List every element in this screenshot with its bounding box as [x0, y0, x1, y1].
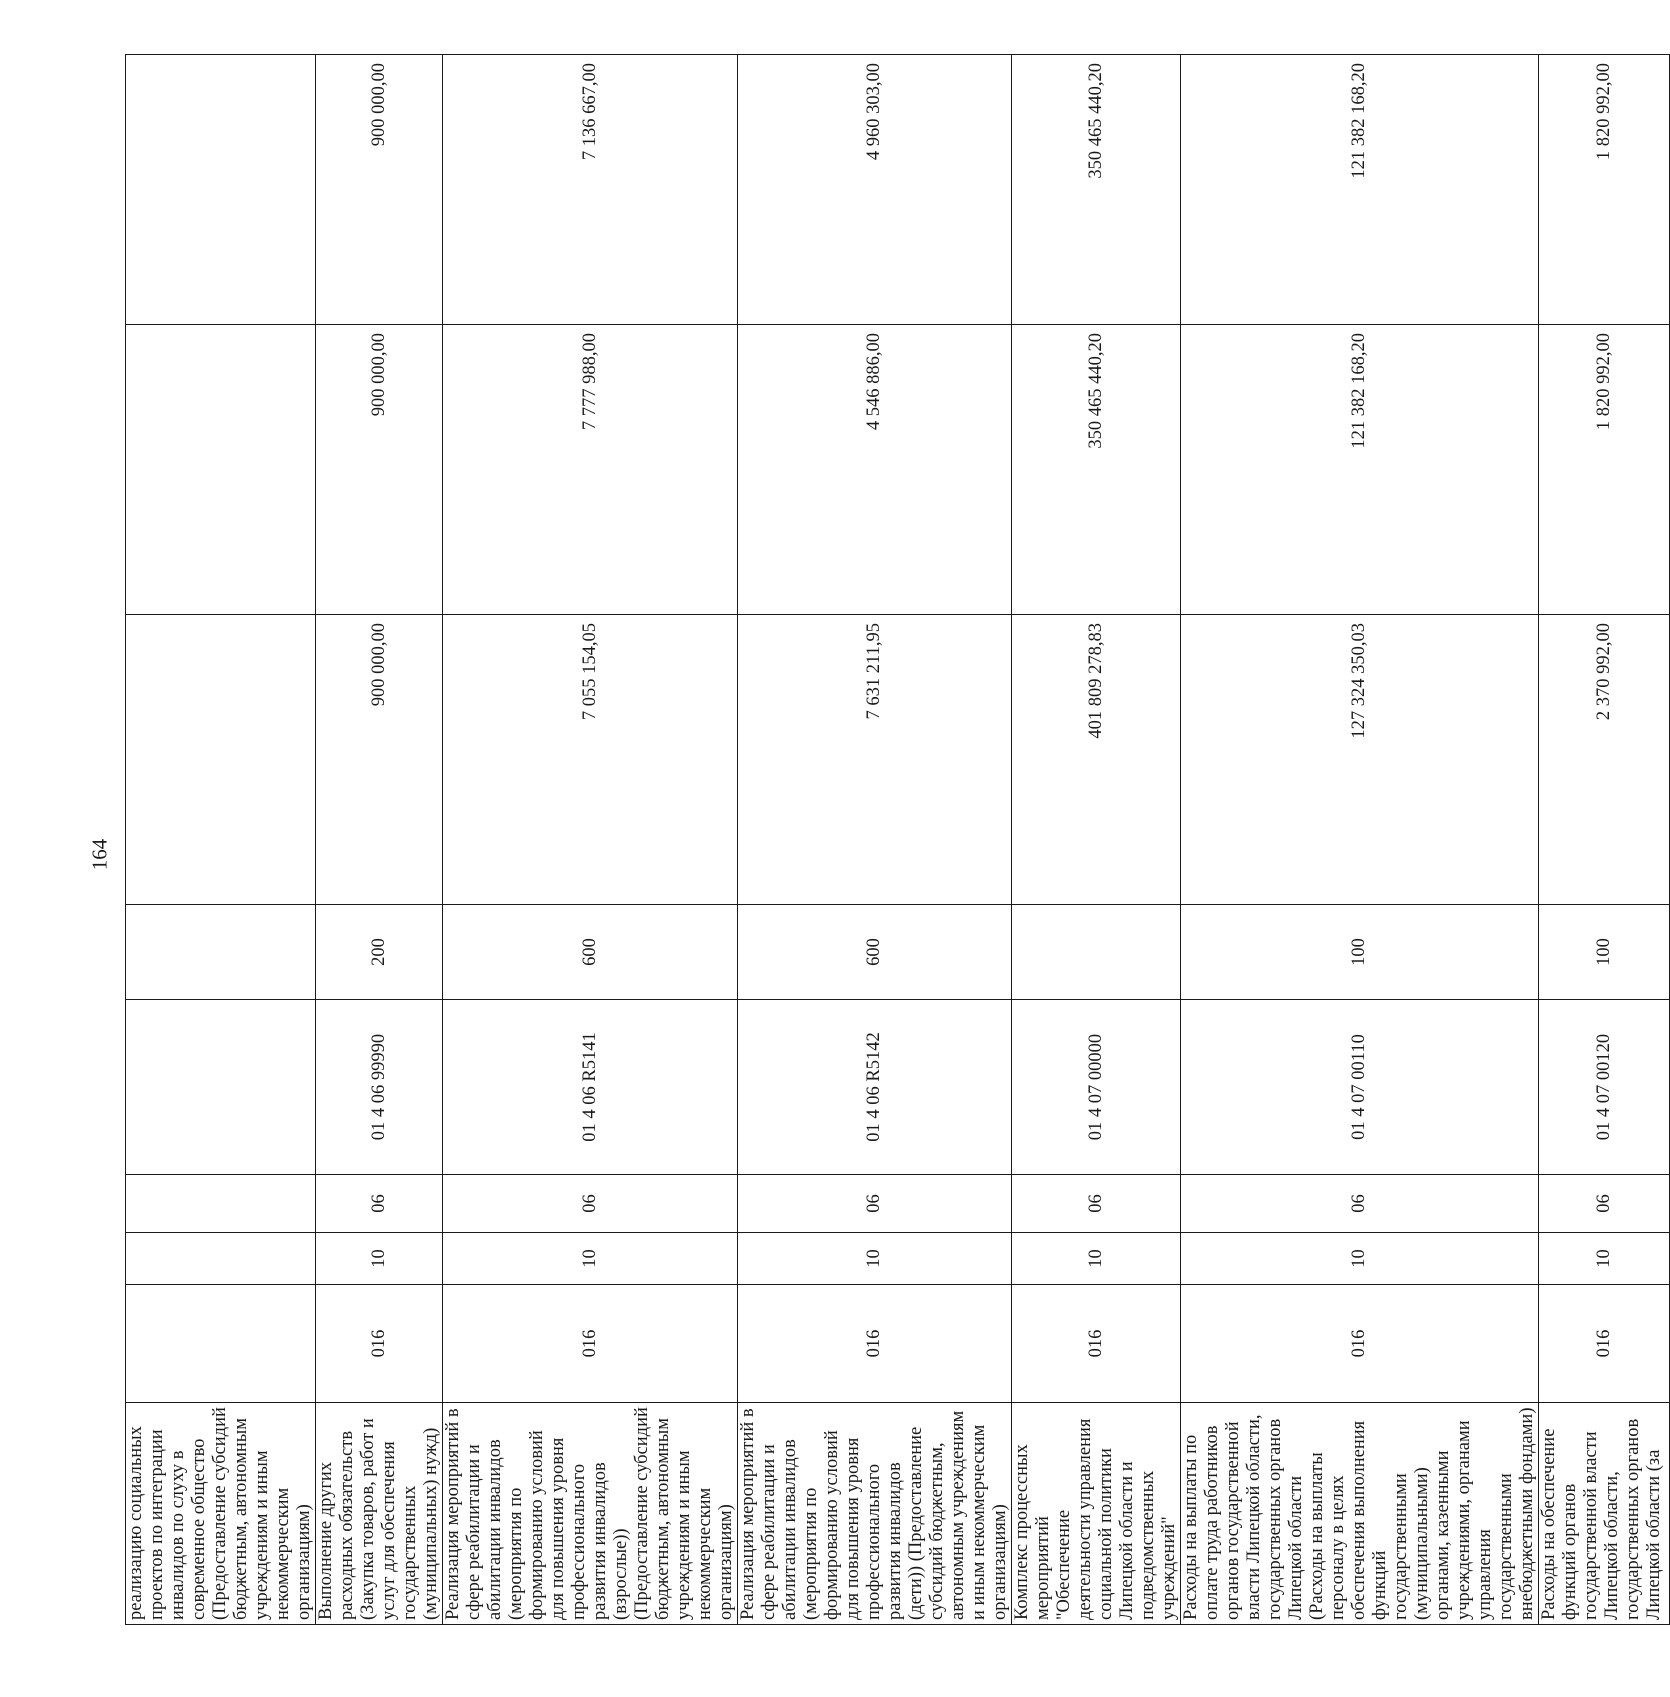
row-name: Расходы на обеспечение функций органов государственной власти Липецкой области, государственных органов Липецкой области (за: [1539, 1403, 1670, 1625]
row-name: Расходы на выплаты по оплате труда работников органов государственной власти Липецкой области, государственных органов Липецкой области (Расходы на выплаты персоналу в целях обеспечения выполнения функций государственными (муниципальными) органами, казенными учреждениями, органами управления государственными внебюджетными фондами): [1181, 1403, 1539, 1625]
amount-3: [126, 55, 316, 325]
subsection-code: 06: [738, 1175, 1012, 1233]
ministry-code: 016: [1181, 1285, 1539, 1403]
section-code: 10: [443, 1233, 738, 1285]
ministry-code: 016: [316, 1285, 443, 1403]
subsection-code: 06: [1012, 1175, 1181, 1233]
expense-type: 200: [316, 905, 443, 1000]
amount-1: 2 370 992,00: [1539, 615, 1670, 905]
target-article: 01 4 06 99990: [316, 1000, 443, 1175]
budget-table: [125, 54, 1670, 1625]
amount-1: [126, 615, 316, 905]
amount-1: 401 809 278,83: [1012, 615, 1181, 905]
row-name: Комплекс процессных мероприятий "Обеспечение деятельности управления социальной политики Липецкой области и подведомственных учреждений": [1012, 1403, 1181, 1625]
amount-2: 900 000,00: [316, 325, 443, 615]
amount-2: 7 777 988,00: [443, 325, 738, 615]
row-name: Реализация мероприятий в сфере реабилитации и абилитации инвалидов (мероприятия по формированию условий для повышения уровня профессионального развития инвалидов (дети)) (Предоставление субсидий бюджетным, автономным учреждениям и иным некоммерческим организациям): [738, 1403, 1012, 1625]
amount-2: 4 546 886,00: [738, 325, 1012, 615]
ministry-code: 016: [738, 1285, 1012, 1403]
row-name: Реализация мероприятий в сфере реабилитации и абилитации инвалидов (мероприятия по формированию условий для повышения уровня профессионального развития инвалидов (взрослые)) (Предоставление субсидий бюджетным, автономным учреждениям и иным некоммерческим организациям): [443, 1403, 738, 1625]
amount-3: 350 465 440,20: [1012, 55, 1181, 325]
expense-type: 600: [738, 905, 1012, 1000]
ministry-code: [126, 1285, 316, 1403]
target-article: [126, 1000, 316, 1175]
subsection-code: [126, 1175, 316, 1233]
amount-3: 121 382 168,20: [1181, 55, 1539, 325]
ministry-code: 016: [1539, 1285, 1670, 1403]
row-name: Выполнение других расходных обязательств (Закупка товаров, работ и услуг для обеспечения государственных (муниципальных) нужд): [316, 1403, 443, 1625]
table-row: [316, 55, 443, 1625]
target-article: 01 4 06 R5141: [443, 1000, 738, 1175]
subsection-code: 06: [443, 1175, 738, 1233]
amount-2: [126, 325, 316, 615]
table-row: [443, 55, 738, 1625]
amount-1: 7 055 154,05: [443, 615, 738, 905]
target-article: 01 4 06 R5142: [738, 1000, 1012, 1175]
target-article: 01 4 07 00120: [1539, 1000, 1670, 1175]
target-article: 01 4 07 00110: [1181, 1000, 1539, 1175]
amount-2: 121 382 168,20: [1181, 325, 1539, 615]
table-row: [1181, 55, 1539, 1625]
section-code: 10: [738, 1233, 1012, 1285]
table-row: [738, 55, 1012, 1625]
subsection-code: 06: [316, 1175, 443, 1233]
subsection-code: 06: [1539, 1175, 1670, 1233]
row-name: реализацию социальных проектов по интеграции инвалидов по слуху в современное общество (Предоставление субсидий бюджетным, автономным учреждениям и иным некоммерческим организациям): [126, 1403, 316, 1625]
table-row: [126, 55, 316, 1625]
section-code: 10: [316, 1233, 443, 1285]
amount-3: 7 136 667,00: [443, 55, 738, 325]
expense-type: [1012, 905, 1181, 1000]
amount-3: 900 000,00: [316, 55, 443, 325]
expense-type: 100: [1181, 905, 1539, 1000]
amount-2: 350 465 440,20: [1012, 325, 1181, 615]
target-article: 01 4 07 00000: [1012, 1000, 1181, 1175]
subsection-code: 06: [1181, 1175, 1539, 1233]
amount-3: 1 820 992,00: [1539, 55, 1670, 325]
section-code: 10: [1539, 1233, 1670, 1285]
section-code: [126, 1233, 316, 1285]
section-code: 10: [1181, 1233, 1539, 1285]
budget-table-rotated: [125, 55, 1664, 1625]
amount-1: 900 000,00: [316, 615, 443, 905]
page-number: 164: [87, 838, 112, 871]
table-row: [1012, 55, 1181, 1625]
amount-1: 127 324 350,03: [1181, 615, 1539, 905]
amount-2: 1 820 992,00: [1539, 325, 1670, 615]
expense-type: 600: [443, 905, 738, 1000]
expense-type: 100: [1539, 905, 1670, 1000]
ministry-code: 016: [1012, 1285, 1181, 1403]
table-row: [1539, 55, 1670, 1625]
ministry-code: 016: [443, 1285, 738, 1403]
amount-1: 7 631 211,95: [738, 615, 1012, 905]
section-code: 10: [1012, 1233, 1181, 1285]
amount-3: 4 960 303,00: [738, 55, 1012, 325]
expense-type: [126, 905, 316, 1000]
